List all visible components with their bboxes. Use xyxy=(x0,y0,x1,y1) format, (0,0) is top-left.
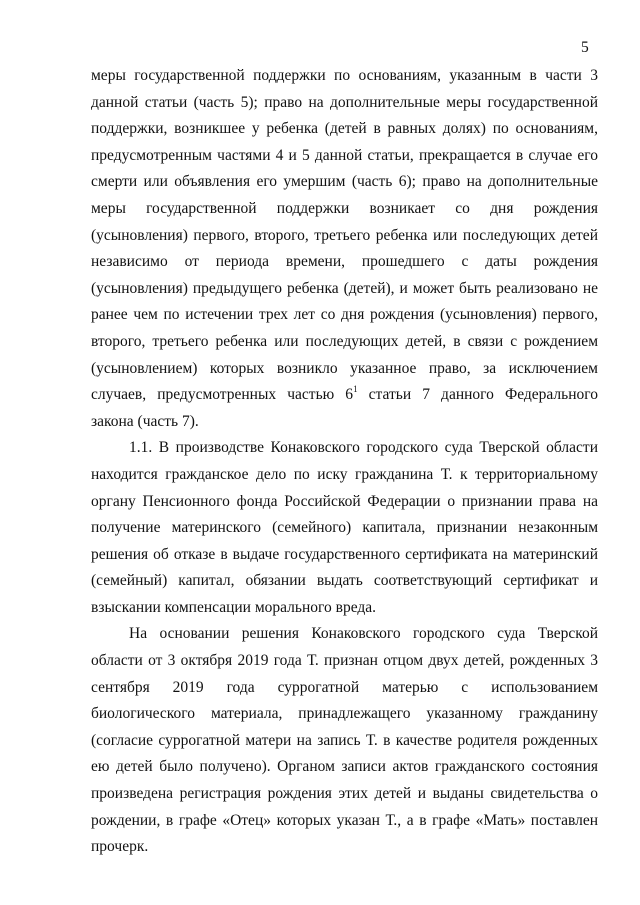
text-line: поддержки, возникшее у ребенка (детей в равных долях) по основаниям, xyxy=(91,120,598,138)
text-line-with-superscript xyxy=(91,382,598,409)
text-line: прочерк. xyxy=(91,838,149,856)
text-line: (усыновлением) которых возникло указанное право, за исключением xyxy=(91,359,598,377)
text-line: решения об отказе в выдаче государственного сертификата на материнский xyxy=(91,545,598,563)
text-line: данной статьи (часть 5); право на дополнительные меры государственной xyxy=(91,93,598,111)
text-line: смерти или объявления его умершим (часть 6); право на дополнительные xyxy=(91,173,598,191)
paragraph-first-line: На основании решения Конаковского городского суда Тверской xyxy=(129,625,598,643)
text-line: (семейный) капитал, обязании выдать соответствующий сертификат и xyxy=(91,572,598,590)
text-fragment: случаев, предусмотренных частью 6 xyxy=(91,386,354,404)
text-line: меры государственной поддержки возникает со дня рождения xyxy=(91,199,598,217)
text-line: второго, третьего ребенка или последующих детей, в связи с рождением xyxy=(91,332,598,350)
text-line: органу Пенсионного фонда Российской Федерации о признании права на xyxy=(91,492,598,510)
text-line: находится гражданское дело по иску гражданина Т. к территориальному xyxy=(91,465,598,483)
text-line: получение материнского (семейного) капитала, признании незаконным xyxy=(91,519,598,537)
body-text xyxy=(91,63,598,861)
text-line: предусмотренным частями 4 и 5 данной статьи, прекращается в случае его xyxy=(91,146,598,164)
text-line: рождении, в графе «Отец» которых указан Т., а в графе «Мать» поставлен xyxy=(91,811,598,829)
text-line: (усыновления) первого, второго, третьего ребенка или последующих детей xyxy=(91,226,598,244)
text-line: произведена регистрация рождения этих детей и выданы свидетельства о xyxy=(91,785,598,803)
text-line: независимо от периода времени, прошедшего с даты рождения xyxy=(91,253,598,271)
text-line: области от 3 октября 2019 года Т. признан отцом двух детей, рожденных 3 xyxy=(91,652,598,670)
paragraph-first-line: 1.1. В производстве Конаковского городского суда Тверской области xyxy=(129,439,598,457)
superscript: 1 xyxy=(353,383,358,394)
text-line: взыскании компенсации морального вреда. xyxy=(91,598,377,616)
text-line: ею детей было получено). Органом записи актов гражданского состояния xyxy=(91,758,598,776)
text-line: ранее чем по истечении трех лет со дня рождения (усыновления) первого, xyxy=(91,306,598,324)
text-line: меры государственной поддержки по основаниям, указанным в части 3 xyxy=(91,67,598,84)
text-fragment: статьи 7 данного Федерального xyxy=(357,386,598,404)
page-number: 5 xyxy=(581,39,589,56)
text-line: (усыновления) предыдущего ребенка (детей), и может быть реализовано не xyxy=(91,279,598,297)
text-line: сентября 2019 года суррогатной матерью с использованием xyxy=(91,678,598,696)
text-line: закона (часть 7). xyxy=(91,412,199,430)
text-line: биологического материала, принадлежащего указанному гражданину xyxy=(91,705,598,723)
text-line: (согласие суррогатной матери на запись Т. в качестве родителя рожденных xyxy=(91,731,598,749)
